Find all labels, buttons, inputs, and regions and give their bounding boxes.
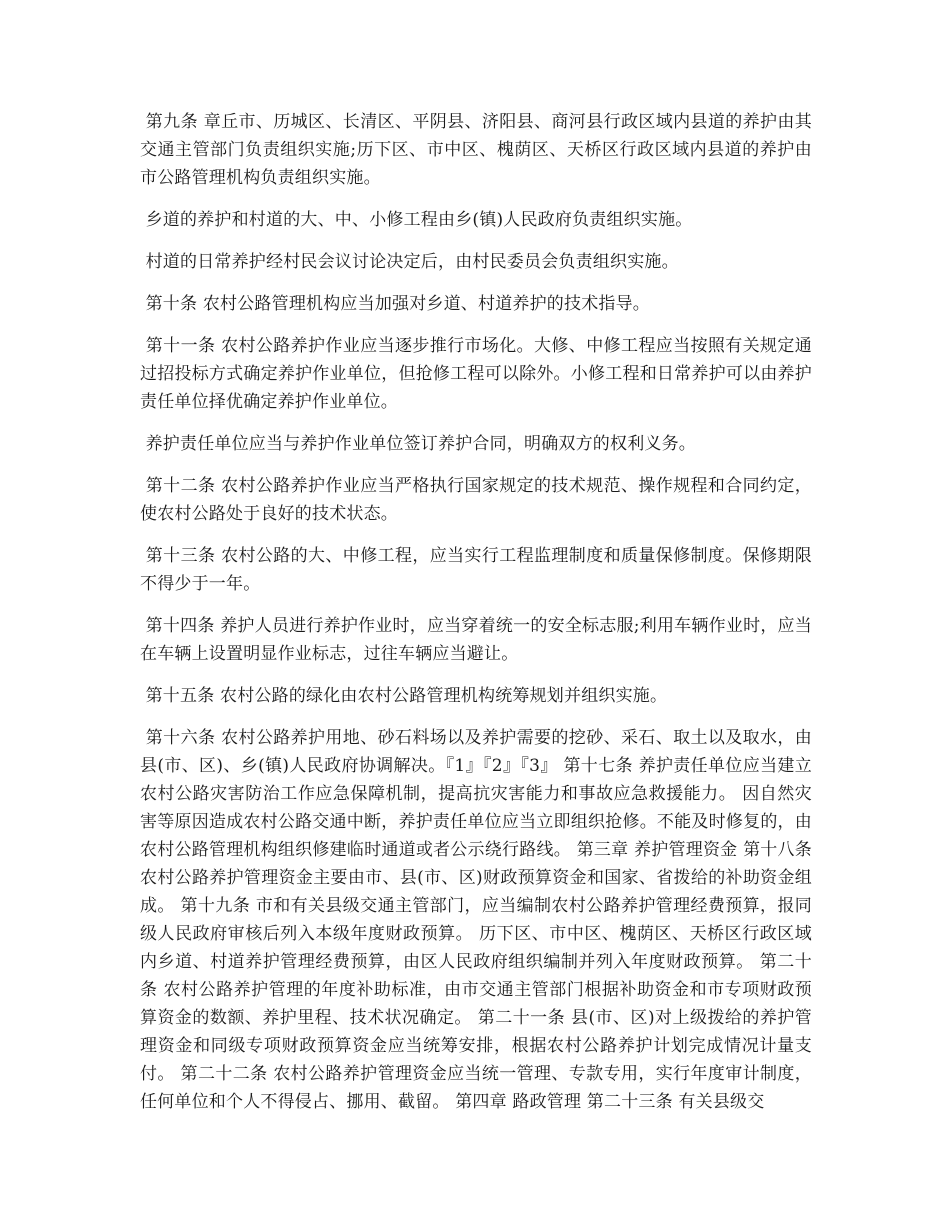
paragraph-article-10: 第十条 农村公路管理机构应当加强对乡道、村道养护的技术指导。 (140, 294, 651, 314)
paragraph-maintenance-contract: 养护责任单位应当与养护作业单位签订养护合同，明确双方的权利义务。 (140, 434, 697, 454)
paragraph-article-15: 第十五条 农村公路的绿化由农村公路管理机构统筹规划并组织实施。 (140, 686, 668, 706)
paragraph-article-16-onward: 第十六条 农村公路养护用地、砂石料场以及养护需要的挖砂、采石、取土以及取水，由县(市、区)、乡(镇)人民政府协调解决。『1』『2』『3』 第十七条 养护责任单位应当建立农村公路灾害防治工作应急保障机制，提高抗灾害能力和事故应急救援能力。 因自然灾害等原因造成农村公路交通中断，养护责任单位应当立即组织抢修。不能及时修复的，由农村公路管理机构组织修建临时通道或者公示绕行路线。 第三章 养护管理资金 第十八条 农村公路养护管理资金主要由市、县(市、区)财政预算资金和国家、省拨给的补助资金组成。 第十九条 市和有关县级交通主管部门，应当编制农村公路养护管理经费预算，报同级人民政府审核后列入本级年度财政预算。 历下区、市中区、槐荫区、天桥区行政区域内乡道、村道养护管理经费预算，由区人民政府组织编制并列入年度财政预算。 第二十条 农村公路养护管理的年度补助标准，由市交通主管部门根据补助资金和市专项财政预算资金的数额、养护里程、技术状况确定。 第二十一条 县(市、区)对上级拨给的养护管理资金和同级专项财政预算资金应当统筹安排，根据农村公路养护计划完成情况计量支付。 第二十二条 农村公路养护管理资金应当统一管理、专款专用，实行年度审计制度，任何单位和个人不得侵占、挪用、截留。 第四章 路政管理 第二十三条 有关县级交 (140, 728, 818, 1112)
paragraph-article-14: 第十四条 养护人员进行养护作业时，应当穿着统一的安全标志服;利用车辆作业时，应当在车辆上设置明显作业标志，过往车辆应当避让。 (140, 616, 812, 664)
paragraph-article-12: 第十二条 农村公路养护作业应当严格执行国家规定的技术规范、操作规程和合同约定，使农村公路处于良好的技术状态。 (140, 476, 813, 524)
paragraph-township-road-maintenance: 乡道的养护和村道的大、中、小修工程由乡(镇)人民政府负责组织实施。 (140, 210, 693, 230)
paragraph-village-road-daily-maintenance: 村道的日常养护经村民会议讨论决定后，由村民委员会负责组织实施。 (140, 252, 679, 272)
paragraph-article-11: 第十一条 农村公路养护作业应当逐步推行市场化。大修、中修工程应当按照有关规定通过招投标方式确定养护作业单位，但抢修工程可以除外。小修工程和日常养护可以由养护责任单位择优确定养护作业单位。 (140, 336, 813, 412)
paragraph-article-13: 第十三条 农村公路的大、中修工程，应当实行工程监理制度和质量保修制度。保修期限不得少于一年。 (140, 546, 813, 594)
document-body (140, 108, 818, 1116)
paragraph-article-9: 第九条 章丘市、历城区、长清区、平阴县、济阳县、商河县行政区域内县道的养护由其交通主管部门负责组织实施;历下区、市中区、槐荫区、天桥区行政区域内县道的养护由市公路管理机构负责组织实施。 (140, 112, 813, 188)
